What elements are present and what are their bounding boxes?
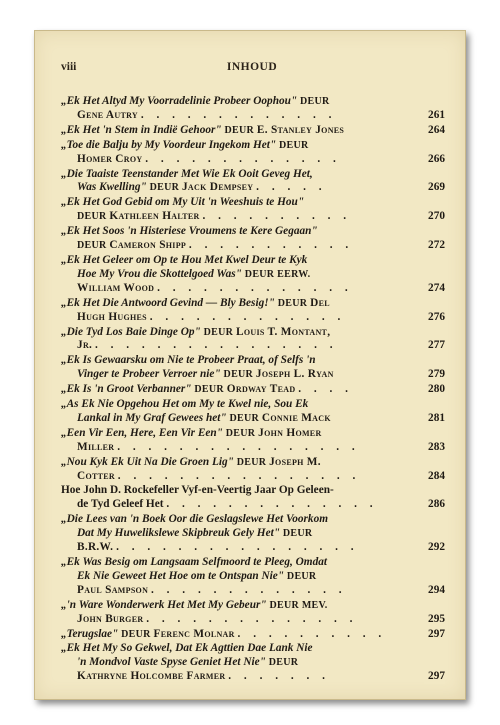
entry-title: „Toe die Balju by My Voordeur Ingekom Het" [61,138,277,151]
entry-author: Jr. [77,339,93,352]
leader-dots: . . . . . . . . . . . . . . . . [117,440,360,453]
toc-entry[interactable] [61,297,445,325]
entry-by: DEUR [223,369,254,381]
page-number: 286 [424,498,445,512]
entry-author: John Burger [77,612,144,625]
entry-author: Hugh Hughes [77,310,147,323]
entry-title: „Terugslae" [61,627,119,640]
entry-author: B.R.W. [77,541,114,554]
toc-entry[interactable] [61,513,445,555]
page-number: 266 [424,153,445,167]
toc-entry-line [61,470,445,484]
entry-title: „Ek Het Soos 'n Histeriese Vroumens te Kere Gegaan" [61,225,318,238]
toc-entry[interactable] [61,556,445,598]
toc-entry[interactable] [61,254,445,296]
toc-entry[interactable] [61,168,445,196]
toc-entry[interactable] [61,196,445,224]
toc-entry[interactable] [61,484,445,512]
book-page [34,30,466,700]
page-number: 284 [424,470,445,484]
entry-title: „Ek Is 'n Groot Verbanner" [61,383,192,396]
toc-entry-line [61,297,445,311]
entry-title: 'n Mondvol Vaste Spyse Geniet Het Nie" [77,656,266,669]
toc-entry[interactable] [61,642,445,684]
toc-entry-line [61,656,445,670]
leader-dots: . . . . . . . . . . [237,627,387,640]
entry-author: Cameron Shipp [109,239,187,252]
toc-entry[interactable] [61,326,445,354]
entry-title: Hoe John D. Rockefeller Vyf-en-Veertig Jaar Op Geleen- [61,484,334,497]
toc-entry-line [61,239,445,253]
toc-entry-line [61,556,445,570]
entry-title: Vinger te Probeer Verroer nie" [77,368,221,381]
entry-by: DEUR [286,570,317,582]
leader-dots: . . . . . . . . . . . . . [145,152,341,165]
page-number: 264 [424,124,445,138]
toc-entry-line [61,628,445,642]
page-number: 297 [424,670,445,684]
toc-entry-line [61,181,445,195]
toc-entry-line [61,498,445,512]
entry-title: „Ek Was Besig om Langsaam Selfmoord te Pleeg, Omdat [61,556,328,568]
toc-entry[interactable] [61,427,445,455]
entry-title: Dat My Huwelikslewe Skipbreuk Gely Het" [77,527,281,540]
page-number: 270 [424,210,445,224]
toc-entry-line [61,456,445,470]
entry-by: DEUR [225,427,256,439]
toc-entry-line [61,124,445,138]
entry-by: DEUR [229,412,260,424]
page-number: 295 [424,613,445,627]
entry-title: Lankal in My Graf Gewees het" [77,411,227,424]
toc-entry-line [61,613,445,627]
entry-by: DEUR [121,628,151,640]
entry-author: Ferenc Molnar [153,627,235,640]
toc-entry-line [61,153,445,167]
entry-author: Joseph M. [269,455,321,468]
entry-title: „Die Taaiste Teenstander Met Wie Ek Ooit Geveg Het, [61,167,313,180]
entry-by: DEUR EERW. [244,268,311,280]
entry-author: Homer Croy [77,152,143,165]
toc-entry[interactable] [61,383,445,397]
entry-title: Hoe My Vrou die Skottelgoed Was" [77,267,242,280]
entry-by: DEUR [268,657,299,669]
leader-dots: . . . . . . . [228,670,330,683]
toc-entry-line [61,484,445,498]
toc-entry[interactable] [61,456,445,484]
leader-dots: . . . . . . . . . . . . . . [146,612,358,625]
toc-entry[interactable] [61,139,445,167]
entry-title: „Nou Kyk Ek Uit Na Die Groen Lig" [61,455,234,468]
entry-author: Jack Dempsey [181,181,254,194]
toc-entry-line [61,268,445,282]
toc-entry-line [61,168,445,182]
toc-entry-line [61,383,445,397]
entry-title: Was Kwelling" [77,181,147,194]
toc-entry-line [61,326,445,340]
page-number: 261 [424,109,445,123]
entry-by: DEUR [236,456,267,468]
entry-by: DEUR [279,139,309,151]
leader-dots: . . . . . . . . . . [202,210,352,223]
toc-entry-line [61,368,445,382]
entry-author: Cotter [77,469,115,482]
toc-entry[interactable] [61,95,445,123]
toc-entry[interactable] [61,628,445,642]
entry-title: „Ek Het God Gebid om My Uit 'n Weeshuis te Hou" [61,196,305,209]
entry-by: DEUR [194,384,224,396]
entry-author: Connie Mack [261,411,331,424]
entry-author: Kathleen Halter [109,210,200,223]
entry-author: E. Stanley Jones [256,123,345,136]
entry-by: DEUR [224,124,255,136]
entry-author: Del [310,296,330,309]
toc-entry-line [61,527,445,541]
entry-author: Kathryne Holcombe Farmer [77,670,226,683]
toc-entry-line [61,441,445,455]
entry-title: „Ek Het 'n Stem in Indië Gehoor" [61,123,222,136]
entry-author: William Wood [77,281,155,294]
page-number: 294 [424,584,445,598]
leader-dots: . . . . [298,383,354,396]
entry-by: DEUR [282,528,313,540]
entry-title: „Ek Het Altyd My Voorradelinie Probeer Oophou" [61,95,298,107]
page-number: 279 [424,368,445,382]
entry-by: DEUR MEV. [269,599,328,611]
entry-title: „'n Ware Wonderwerk Het Met My Gebeur" [61,598,267,611]
entry-author: Joseph L. Ryan [255,368,334,381]
page-number: 276 [424,311,445,325]
page-number: 272 [424,239,445,253]
toc-entry-line [61,282,445,296]
leader-dots: . . . . . . . . . . . . . . . . [94,339,338,352]
toc-entry-line [61,513,445,527]
entry-by: DEUR [77,211,107,223]
toc-entry[interactable] [61,124,445,138]
leader-dots: . . . . . . . . . . . . . . [166,498,378,511]
toc-entry[interactable] [61,354,445,382]
entry-title: „Ek Het Geleer om Op te Hou Met Kwel Deur te Kyk [61,253,308,266]
page-number: 277 [424,339,445,353]
entry-by: DEUR [77,240,107,252]
toc-entry-line [61,599,445,613]
page-title: INHOUD [226,61,278,73]
page-number: 297 [424,628,445,642]
page-number: 283 [424,441,445,455]
toc-entry-line [61,311,445,325]
page-number: 280 [424,383,445,397]
toc-entry-line [61,139,445,153]
toc-entry-line [61,254,445,268]
toc-entry[interactable] [61,225,445,253]
entry-author: John Homer [258,426,322,439]
toc-entry-line [61,339,445,353]
table-of-contents [61,95,445,685]
entry-title: „Ek Is Gewaarsku om Nie te Probeer Praat, of Selfs 'n [61,354,316,367]
toc-entry-line [61,642,445,656]
entry-title: de Tyd Geleef Het [77,498,164,511]
entry-author: Paul Sampson [77,583,149,596]
leader-dots: . . . . . . . . . . . . . . . . [117,469,361,482]
entry-title: „Die Tyd Los Baie Dinge Op" [61,325,201,338]
toc-entry-line [61,196,445,210]
toc-entry[interactable] [61,599,445,627]
page-number: 269 [424,181,445,195]
leader-dots: . . . . . . . . . . . . . . . . [116,541,359,554]
page-number: 292 [424,541,445,555]
toc-entry-line [61,225,445,239]
toc-entry-line [61,210,445,224]
entry-author: Louis T. Montant, [236,325,331,338]
leader-dots: . . . . . . . . . . . . . [149,310,346,323]
entry-by: DEUR [149,182,180,194]
toc-entry-line [61,541,445,555]
entry-title: „Een Vir Een, Here, Een Vir Een" [61,426,223,439]
entry-title: „Ek Het Die Antwoord Gevind — Bly Besig!" [61,296,275,309]
toc-entry[interactable] [61,398,445,426]
entry-author: Ordway Tead [226,383,296,396]
entry-title: „Ek Het My So Gekwel, Dat Ek Agttien Dae Lank Nie [61,642,313,655]
page-number: 274 [424,282,445,296]
leader-dots: . . . . . . . . . . . . . [140,108,337,121]
toc-entry-line [61,109,445,123]
toc-entry-line [61,670,445,684]
entry-title: „As Ek Nie Opgehou Het om My te Kwel nie, Sou Ek [61,398,309,411]
toc-entry-line [61,398,445,412]
toc-entry-line [61,412,445,426]
leader-dots: . . . . . . . . . . . . . [151,583,347,596]
entry-title: Ek Nie Geweet Het Hoe om te Ontspan Nie" [77,569,285,582]
toc-entry-line [61,354,445,368]
entry-by: DEUR [277,297,308,309]
toc-entry-line [61,95,445,109]
leader-dots: . . . . . . . . . . . [188,239,354,252]
entry-title: „Die Lees van 'n Boek Oor die Geslagslewe Het Voorkom [61,513,329,526]
entry-by: DEUR [203,326,234,338]
leader-dots: . . . . . . . . . . . . . [157,281,353,294]
page-numeral: viii [61,61,77,73]
toc-entry-line [61,427,445,441]
entry-author: Miller [77,440,115,453]
toc-entry-line [61,584,445,598]
page-number: 281 [424,412,445,426]
leader-dots: . . . . . [256,181,327,194]
entry-author: Gene Autry [77,108,138,121]
toc-entry-line [61,570,445,584]
entry-by: DEUR [300,96,330,107]
